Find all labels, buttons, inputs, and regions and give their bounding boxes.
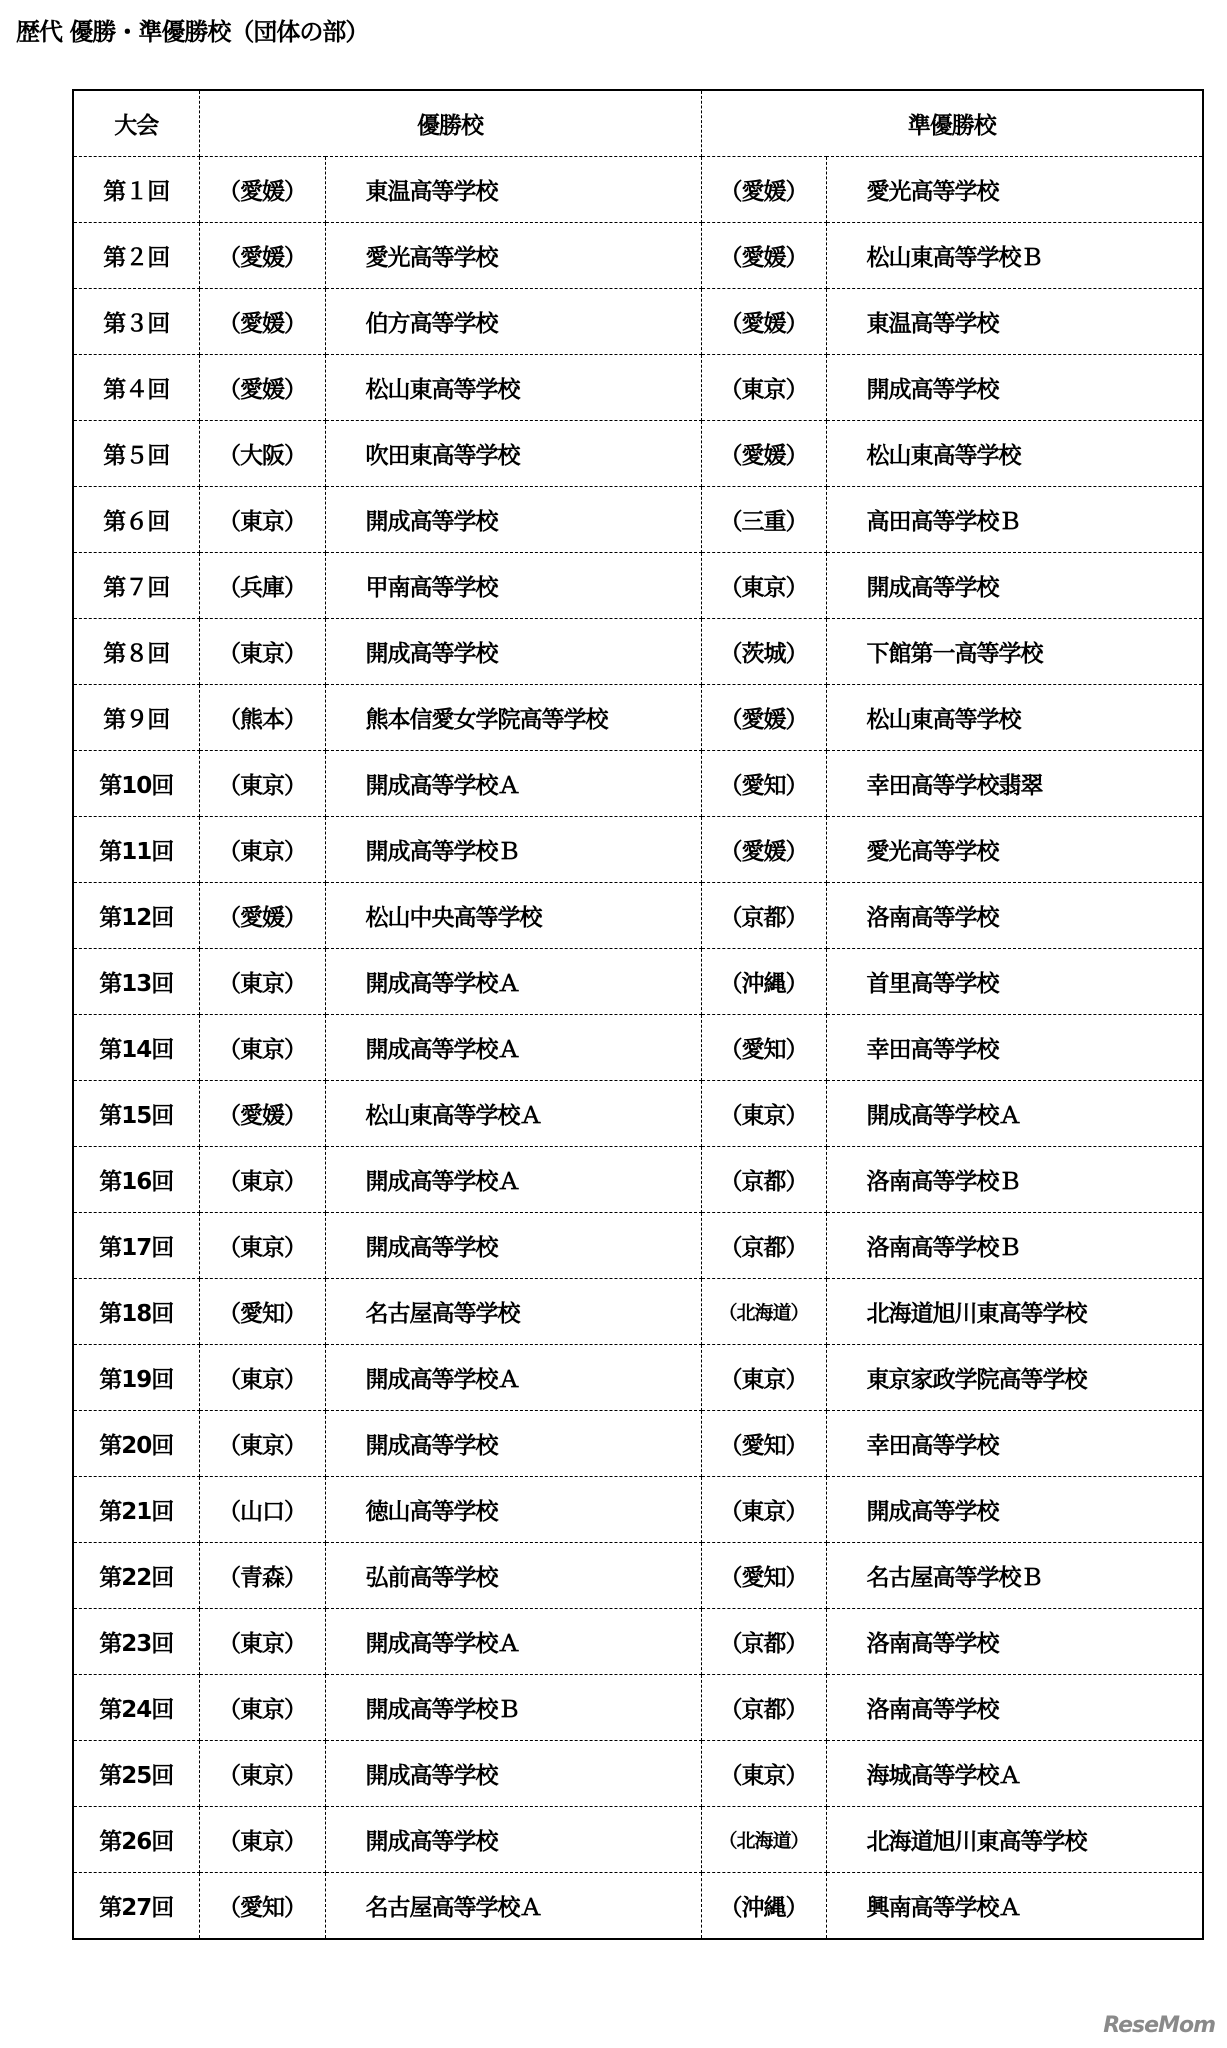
winner-school: 開成高等学校 bbox=[325, 1807, 701, 1873]
runner-up-prefecture: （東京） bbox=[701, 1081, 826, 1147]
round-cell: 第22回 bbox=[73, 1543, 199, 1609]
runner-up-prefecture: （東京） bbox=[701, 1741, 826, 1807]
round-cell: 第27回 bbox=[73, 1873, 199, 1940]
runner-up-prefecture: （沖縄） bbox=[701, 1873, 826, 1940]
runner-up-school: 愛光高等学校 bbox=[826, 817, 1203, 883]
table-row bbox=[73, 1873, 1203, 1940]
winner-school: 開成高等学校 bbox=[325, 1213, 701, 1279]
round-cell: 第７回 bbox=[73, 553, 199, 619]
winner-school: 開成高等学校Ａ bbox=[325, 1015, 701, 1081]
winner-prefecture: （東京） bbox=[199, 751, 325, 817]
winner-prefecture: （愛媛） bbox=[199, 157, 325, 223]
winner-school: 開成高等学校Ａ bbox=[325, 1345, 701, 1411]
resemom-watermark: ReseMom bbox=[1103, 2013, 1215, 2038]
winner-prefecture: （愛媛） bbox=[199, 1081, 325, 1147]
round-cell: 第26回 bbox=[73, 1807, 199, 1873]
runner-up-school: 松山東高等学校 bbox=[826, 421, 1203, 487]
winner-school: 伯方高等学校 bbox=[325, 289, 701, 355]
winner-prefecture: （東京） bbox=[199, 1147, 325, 1213]
round-cell: 第19回 bbox=[73, 1345, 199, 1411]
winner-prefecture: （東京） bbox=[199, 949, 325, 1015]
table-row bbox=[73, 1477, 1203, 1543]
runner-up-prefecture: （愛知） bbox=[701, 751, 826, 817]
winner-school: 開成高等学校 bbox=[325, 1411, 701, 1477]
table-row bbox=[73, 1147, 1203, 1213]
runner-up-school: 洛南高等学校 bbox=[826, 1675, 1203, 1741]
winner-school: 開成高等学校 bbox=[325, 619, 701, 685]
header-winner: 優勝校 bbox=[199, 90, 701, 157]
runner-up-school: 北海道旭川東高等学校 bbox=[826, 1807, 1203, 1873]
table-row bbox=[73, 1807, 1203, 1873]
winner-school: 徳山高等学校 bbox=[325, 1477, 701, 1543]
runner-up-prefecture: （京都） bbox=[701, 1609, 826, 1675]
winner-prefecture: （愛知） bbox=[199, 1873, 325, 1940]
runner-up-school: 高田高等学校Ｂ bbox=[826, 487, 1203, 553]
winner-school: 開成高等学校Ａ bbox=[325, 1147, 701, 1213]
runner-up-prefecture: （愛媛） bbox=[701, 421, 826, 487]
runner-up-school: 洛南高等学校Ｂ bbox=[826, 1147, 1203, 1213]
header-round: 大会 bbox=[73, 90, 199, 157]
runner-up-prefecture: （東京） bbox=[701, 355, 826, 421]
winner-school: 名古屋高等学校Ａ bbox=[325, 1873, 701, 1940]
table-row bbox=[73, 685, 1203, 751]
round-cell: 第６回 bbox=[73, 487, 199, 553]
winner-prefecture: （東京） bbox=[199, 1015, 325, 1081]
winner-prefecture: （愛媛） bbox=[199, 289, 325, 355]
winner-school: 名古屋高等学校 bbox=[325, 1279, 701, 1345]
runner-up-school: 幸田高等学校 bbox=[826, 1015, 1203, 1081]
table-row bbox=[73, 355, 1203, 421]
table-row bbox=[73, 1411, 1203, 1477]
winner-prefecture: （青森） bbox=[199, 1543, 325, 1609]
table-row bbox=[73, 1015, 1203, 1081]
runner-up-prefecture: （東京） bbox=[701, 553, 826, 619]
round-cell: 第４回 bbox=[73, 355, 199, 421]
runner-up-prefecture: （北海道） bbox=[701, 1807, 826, 1873]
round-cell: 第８回 bbox=[73, 619, 199, 685]
runner-up-school: 松山東高等学校 bbox=[826, 685, 1203, 751]
runner-up-prefecture: （愛媛） bbox=[701, 685, 826, 751]
table-row bbox=[73, 487, 1203, 553]
runner-up-school: 北海道旭川東高等学校 bbox=[826, 1279, 1203, 1345]
winner-prefecture: （兵庫） bbox=[199, 553, 325, 619]
table-row bbox=[73, 1279, 1203, 1345]
winner-prefecture: （東京） bbox=[199, 1411, 325, 1477]
winner-school: 開成高等学校 bbox=[325, 487, 701, 553]
table-row bbox=[73, 1345, 1203, 1411]
runner-up-school: 幸田高等学校翡翠 bbox=[826, 751, 1203, 817]
winner-prefecture: （東京） bbox=[199, 1807, 325, 1873]
table-row bbox=[73, 1081, 1203, 1147]
runner-up-school: 開成高等学校 bbox=[826, 1477, 1203, 1543]
winner-school: 松山東高等学校Ａ bbox=[325, 1081, 701, 1147]
page-title: 歴代 優勝・準優勝校（団体の部） bbox=[16, 18, 369, 46]
runner-up-school: 下館第一高等学校 bbox=[826, 619, 1203, 685]
round-cell: 第10回 bbox=[73, 751, 199, 817]
winner-prefecture: （熊本） bbox=[199, 685, 325, 751]
winner-school: 開成高等学校 bbox=[325, 1741, 701, 1807]
runner-up-prefecture: （東京） bbox=[701, 1477, 826, 1543]
runner-up-school: 洛南高等学校Ｂ bbox=[826, 1213, 1203, 1279]
table-row bbox=[73, 157, 1203, 223]
round-cell: 第５回 bbox=[73, 421, 199, 487]
runner-up-prefecture: （茨城） bbox=[701, 619, 826, 685]
table-header-row bbox=[73, 90, 1203, 157]
table-row bbox=[73, 1609, 1203, 1675]
table-row bbox=[73, 817, 1203, 883]
runner-up-prefecture: （愛媛） bbox=[701, 817, 826, 883]
winner-school: 吹田東高等学校 bbox=[325, 421, 701, 487]
runner-up-school: 首里高等学校 bbox=[826, 949, 1203, 1015]
table-row bbox=[73, 553, 1203, 619]
table-row bbox=[73, 949, 1203, 1015]
round-cell: 第23回 bbox=[73, 1609, 199, 1675]
winner-prefecture: （愛媛） bbox=[199, 223, 325, 289]
runner-up-prefecture: （京都） bbox=[701, 1675, 826, 1741]
runner-up-prefecture: （三重） bbox=[701, 487, 826, 553]
round-cell: 第21回 bbox=[73, 1477, 199, 1543]
winner-school: 開成高等学校Ａ bbox=[325, 949, 701, 1015]
runner-up-school: 洛南高等学校 bbox=[826, 1609, 1203, 1675]
results-table bbox=[72, 89, 1204, 1940]
winner-prefecture: （愛媛） bbox=[199, 355, 325, 421]
runner-up-school: 開成高等学校 bbox=[826, 553, 1203, 619]
winner-school: 弘前高等学校 bbox=[325, 1543, 701, 1609]
runner-up-prefecture: （北海道） bbox=[701, 1279, 826, 1345]
runner-up-school: 海城高等学校Ａ bbox=[826, 1741, 1203, 1807]
table-row bbox=[73, 1543, 1203, 1609]
round-cell: 第16回 bbox=[73, 1147, 199, 1213]
runner-up-school: 東温高等学校 bbox=[826, 289, 1203, 355]
header-runner-up: 準優勝校 bbox=[701, 90, 1203, 157]
winner-prefecture: （東京） bbox=[199, 1345, 325, 1411]
winner-prefecture: （東京） bbox=[199, 619, 325, 685]
runner-up-school: 幸田高等学校 bbox=[826, 1411, 1203, 1477]
table-row bbox=[73, 289, 1203, 355]
winner-prefecture: （大阪） bbox=[199, 421, 325, 487]
runner-up-prefecture: （京都） bbox=[701, 1213, 826, 1279]
round-cell: 第１回 bbox=[73, 157, 199, 223]
winner-school: 熊本信愛女学院高等学校 bbox=[325, 685, 701, 751]
winner-prefecture: （愛媛） bbox=[199, 883, 325, 949]
runner-up-school: 東京家政学院高等学校 bbox=[826, 1345, 1203, 1411]
table-row bbox=[73, 1675, 1203, 1741]
runner-up-prefecture: （愛知） bbox=[701, 1543, 826, 1609]
round-cell: 第11回 bbox=[73, 817, 199, 883]
runner-up-prefecture: （愛媛） bbox=[701, 289, 826, 355]
table-row bbox=[73, 619, 1203, 685]
winner-prefecture: （山口） bbox=[199, 1477, 325, 1543]
winner-prefecture: （東京） bbox=[199, 1741, 325, 1807]
runner-up-prefecture: （京都） bbox=[701, 1147, 826, 1213]
winner-prefecture: （東京） bbox=[199, 1675, 325, 1741]
runner-up-school: 開成高等学校 bbox=[826, 355, 1203, 421]
runner-up-prefecture: （愛知） bbox=[701, 1411, 826, 1477]
winner-school: 松山東高等学校 bbox=[325, 355, 701, 421]
round-cell: 第３回 bbox=[73, 289, 199, 355]
winner-school: 愛光高等学校 bbox=[325, 223, 701, 289]
runner-up-school: 洛南高等学校 bbox=[826, 883, 1203, 949]
round-cell: 第15回 bbox=[73, 1081, 199, 1147]
runner-up-prefecture: （沖縄） bbox=[701, 949, 826, 1015]
table-row bbox=[73, 223, 1203, 289]
winner-school: 開成高等学校Ｂ bbox=[325, 1675, 701, 1741]
table-row bbox=[73, 1213, 1203, 1279]
winner-school: 開成高等学校Ａ bbox=[325, 1609, 701, 1675]
winner-school: 開成高等学校Ｂ bbox=[325, 817, 701, 883]
round-cell: 第13回 bbox=[73, 949, 199, 1015]
round-cell: 第24回 bbox=[73, 1675, 199, 1741]
runner-up-prefecture: （愛媛） bbox=[701, 157, 826, 223]
winner-prefecture: （東京） bbox=[199, 487, 325, 553]
runner-up-school: 愛光高等学校 bbox=[826, 157, 1203, 223]
runner-up-school: 松山東高等学校Ｂ bbox=[826, 223, 1203, 289]
winner-school: 松山中央高等学校 bbox=[325, 883, 701, 949]
round-cell: 第18回 bbox=[73, 1279, 199, 1345]
winner-prefecture: （愛知） bbox=[199, 1279, 325, 1345]
runner-up-prefecture: （京都） bbox=[701, 883, 826, 949]
table-row bbox=[73, 883, 1203, 949]
runner-up-prefecture: （愛知） bbox=[701, 1015, 826, 1081]
runner-up-prefecture: （愛媛） bbox=[701, 223, 826, 289]
runner-up-school: 興南高等学校Ａ bbox=[826, 1873, 1203, 1940]
winner-school: 開成高等学校Ａ bbox=[325, 751, 701, 817]
table-row bbox=[73, 421, 1203, 487]
round-cell: 第14回 bbox=[73, 1015, 199, 1081]
winner-prefecture: （東京） bbox=[199, 1213, 325, 1279]
round-cell: 第12回 bbox=[73, 883, 199, 949]
round-cell: 第20回 bbox=[73, 1411, 199, 1477]
round-cell: 第２回 bbox=[73, 223, 199, 289]
round-cell: 第９回 bbox=[73, 685, 199, 751]
winner-school: 東温高等学校 bbox=[325, 157, 701, 223]
winner-school: 甲南高等学校 bbox=[325, 553, 701, 619]
runner-up-prefecture: （東京） bbox=[701, 1345, 826, 1411]
runner-up-school: 開成高等学校Ａ bbox=[826, 1081, 1203, 1147]
runner-up-school: 名古屋高等学校Ｂ bbox=[826, 1543, 1203, 1609]
winner-prefecture: （東京） bbox=[199, 817, 325, 883]
round-cell: 第25回 bbox=[73, 1741, 199, 1807]
round-cell: 第17回 bbox=[73, 1213, 199, 1279]
table-row bbox=[73, 1741, 1203, 1807]
winner-prefecture: （東京） bbox=[199, 1609, 325, 1675]
table-row bbox=[73, 751, 1203, 817]
